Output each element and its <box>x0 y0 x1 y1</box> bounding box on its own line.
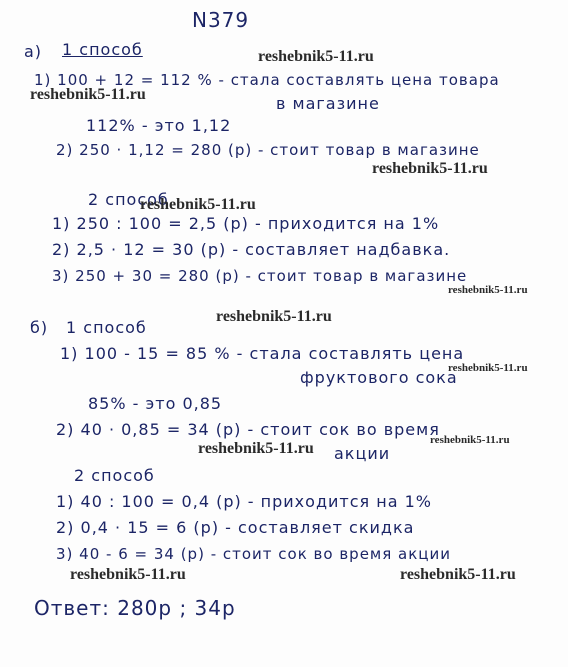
watermark: reshebnik5-11.ru <box>198 440 314 457</box>
watermark: reshebnik5-11.ru <box>448 284 528 296</box>
part-a-m1-line1: 1) 100 + 12 = 112 % - стала составлять цена товара <box>34 71 500 89</box>
watermark: reshebnik5-11.ru <box>30 86 146 103</box>
part-b-m2-line1: 1) 40 : 100 = 0,4 (р) - приходится на 1% <box>56 492 432 511</box>
part-a-m2-line2: 2) 2,5 · 12 = 30 (р) - составляет надбавка. <box>52 240 451 259</box>
part-b-m2-line3: 3) 40 - 6 = 34 (р) - стоит сок во время акции <box>56 545 451 563</box>
part-b-m1-line2: 2) 40 · 0,85 = 34 (р) - стоит сок во время <box>56 420 440 439</box>
problem-number: N379 <box>192 8 250 32</box>
part-a-label: а) <box>24 42 43 61</box>
watermark: reshebnik5-11.ru <box>448 362 528 374</box>
part-a-method1-title: 1 способ <box>62 40 143 59</box>
part-b-m1-line1-cont: фруктового сока <box>300 368 458 387</box>
part-b-label: б) <box>30 318 49 337</box>
part-b-m1-line1: 1) 100 - 15 = 85 % - стала составлять цена <box>60 344 465 363</box>
watermark: reshebnik5-11.ru <box>430 434 510 446</box>
watermark: reshebnik5-11.ru <box>140 196 256 213</box>
part-b-m2-line2: 2) 0,4 · 15 = 6 (р) - составляет скидка <box>56 518 415 537</box>
watermark: reshebnik5-11.ru <box>258 48 374 65</box>
part-a-m1-line1-cont: в магазине <box>276 94 380 113</box>
part-b-m1-note: 85% - это 0,85 <box>88 394 223 413</box>
watermark: reshebnik5-11.ru <box>400 566 516 583</box>
part-b-m1-line2-cont: акции <box>334 444 391 463</box>
watermark: reshebnik5-11.ru <box>372 160 488 177</box>
part-b-method1-title: 1 способ <box>66 318 147 337</box>
answer: Ответ: 280р ; 34р <box>34 596 236 620</box>
part-a-m1-line2: 2) 250 · 1,12 = 280 (р) - стоит товар в магазине <box>56 141 480 159</box>
part-a-m2-line3: 3) 250 + 30 = 280 (р) - стоит товар в магазине <box>52 267 468 285</box>
part-a-m2-line1: 1) 250 : 100 = 2,5 (р) - приходится на 1% <box>52 214 440 233</box>
part-b-method2-title: 2 способ <box>74 466 155 485</box>
part-a-m1-note: 112% - это 1,12 <box>86 116 232 135</box>
watermark: reshebnik5-11.ru <box>216 308 332 325</box>
part-a-method2-title: 2 способ <box>88 190 169 209</box>
watermark: reshebnik5-11.ru <box>70 566 186 583</box>
